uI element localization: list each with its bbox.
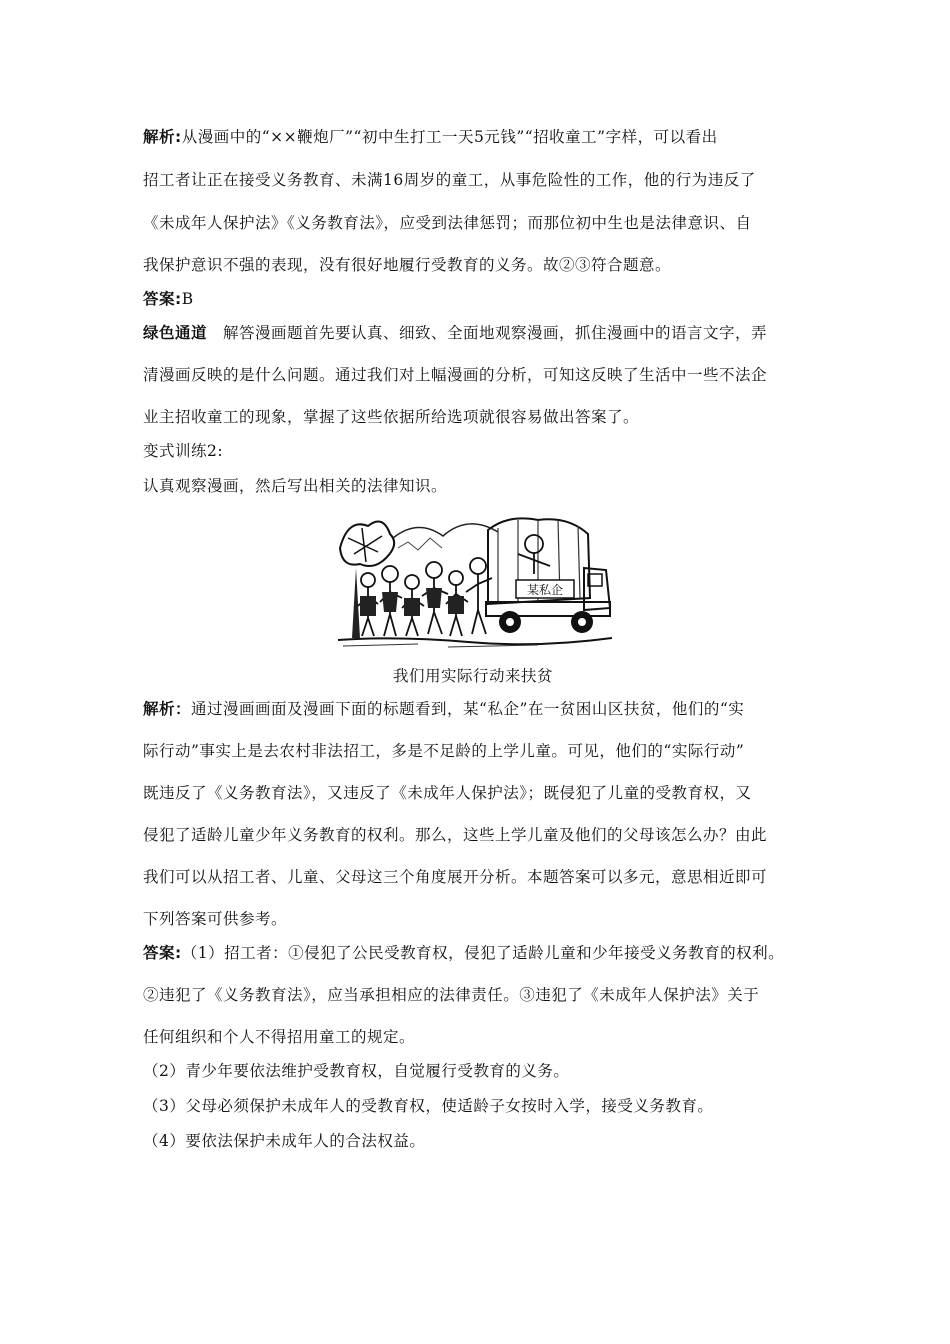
analysis-paragraph-2-line-5: 我们可以从招工者、儿童、父母这三个角度展开分析。本题答案可以多元，意思相近即可 xyxy=(143,868,768,886)
answer-label-2: 答案: xyxy=(143,944,182,962)
answer-1-line xyxy=(143,289,823,309)
answer-2-text: （1）招工者：①侵犯了公民受教育权，侵犯了适龄儿童和少年接受义务教育的权利。 xyxy=(181,944,785,962)
analysis-paragraph-2-line-2: 际行动”事实上是去农村非法招工，多是不足龄的上学儿童。可见，他们的“实际行动” xyxy=(143,742,745,760)
cartoon-illustration xyxy=(338,508,612,648)
answer-2-line-3: 任何组织和个人不得招用童工的规定。 xyxy=(143,1028,416,1046)
answer-2-line-4: （2）青少年要依法维护受教育权，自觉履行受教育的义务。 xyxy=(143,1062,570,1080)
analysis-text: 从漫画中的“××鞭炮厂”“初中生打工一天5元钱”“招收童工”字样，可以看出 xyxy=(181,128,718,146)
analysis-paragraph-2-line-3: 既违反了《义务教育法》，又违反了《未成年人保护法》；既侵犯了儿童的受教育权，又 xyxy=(143,784,752,802)
green-channel-label: 绿色通道 xyxy=(143,324,208,342)
analysis-label: 解析: xyxy=(143,128,182,146)
cartoon-sign-text: 某私企 xyxy=(526,583,564,597)
analysis-paragraph-1-line-3: 《未成年人保护法》《义务教育法》，应受到法律惩罚；而那位初中生也是法律意识、自 xyxy=(143,214,752,232)
exercise-instruction: 认真观察漫画，然后写出相关的法律知识。 xyxy=(143,477,448,495)
analysis-paragraph-1-line-2: 招工者让正在接受义务教育、未满16周岁的童工，从事危险性的工作，他的行为违反了 xyxy=(143,171,756,189)
green-channel-line-1 xyxy=(143,323,823,343)
answer-2-line-1 xyxy=(143,943,823,963)
exercise-title: 变式训练2: xyxy=(143,442,224,460)
green-channel-text: 解答漫画题首先要认真、细致、全面地观察漫画，抓住漫画中的语言文字，弄 xyxy=(223,324,768,342)
analysis-paragraph-1-line-4: 我保护意识不强的表现，没有很好地履行受教育的义务。故②③符合题意。 xyxy=(143,256,672,274)
analysis-paragraph-1-line-1 xyxy=(143,127,823,147)
answer-2-line-5: （3）父母必须保护未成年人的受教育权，使适龄子女按时入学，接受义务教育。 xyxy=(143,1097,714,1115)
analysis-paragraph-2-line-4: 侵犯了适龄儿童少年义务教育的权利。那么，这些上学儿童及他们的父母该怎么办？由此 xyxy=(143,826,768,844)
answer-value: B xyxy=(181,290,194,308)
analysis-paragraph-2-line-6: 下列答案可供参考。 xyxy=(143,910,288,928)
cartoon-caption: 我们用实际行动来扶贫 xyxy=(393,667,554,685)
green-channel-line-2: 清漫画反映的是什么问题。通过我们对上幅漫画的分析，可知这反映了生活中一些不法企 xyxy=(143,366,768,384)
green-channel-line-3: 业主招收童工的现象，掌握了这些依据所给选项就很容易做出答案了。 xyxy=(143,408,640,426)
analysis-paragraph-2-line-1 xyxy=(143,699,823,719)
answer-2-line-6: （4）要依法保护未成年人的合法权益。 xyxy=(143,1132,426,1150)
analysis-text-2: 通过漫画画面及漫画下面的标题看到，某“私企”在一贫困山区扶贫，他们的“实 xyxy=(191,700,745,718)
answer-2-line-2: ②违犯了《义务教育法》，应当承担相应的法律责任。③违犯了《未成年人保护法》关于 xyxy=(143,986,760,1004)
answer-label: 答案: xyxy=(143,290,182,308)
analysis-label-2: 解析： xyxy=(143,700,192,718)
